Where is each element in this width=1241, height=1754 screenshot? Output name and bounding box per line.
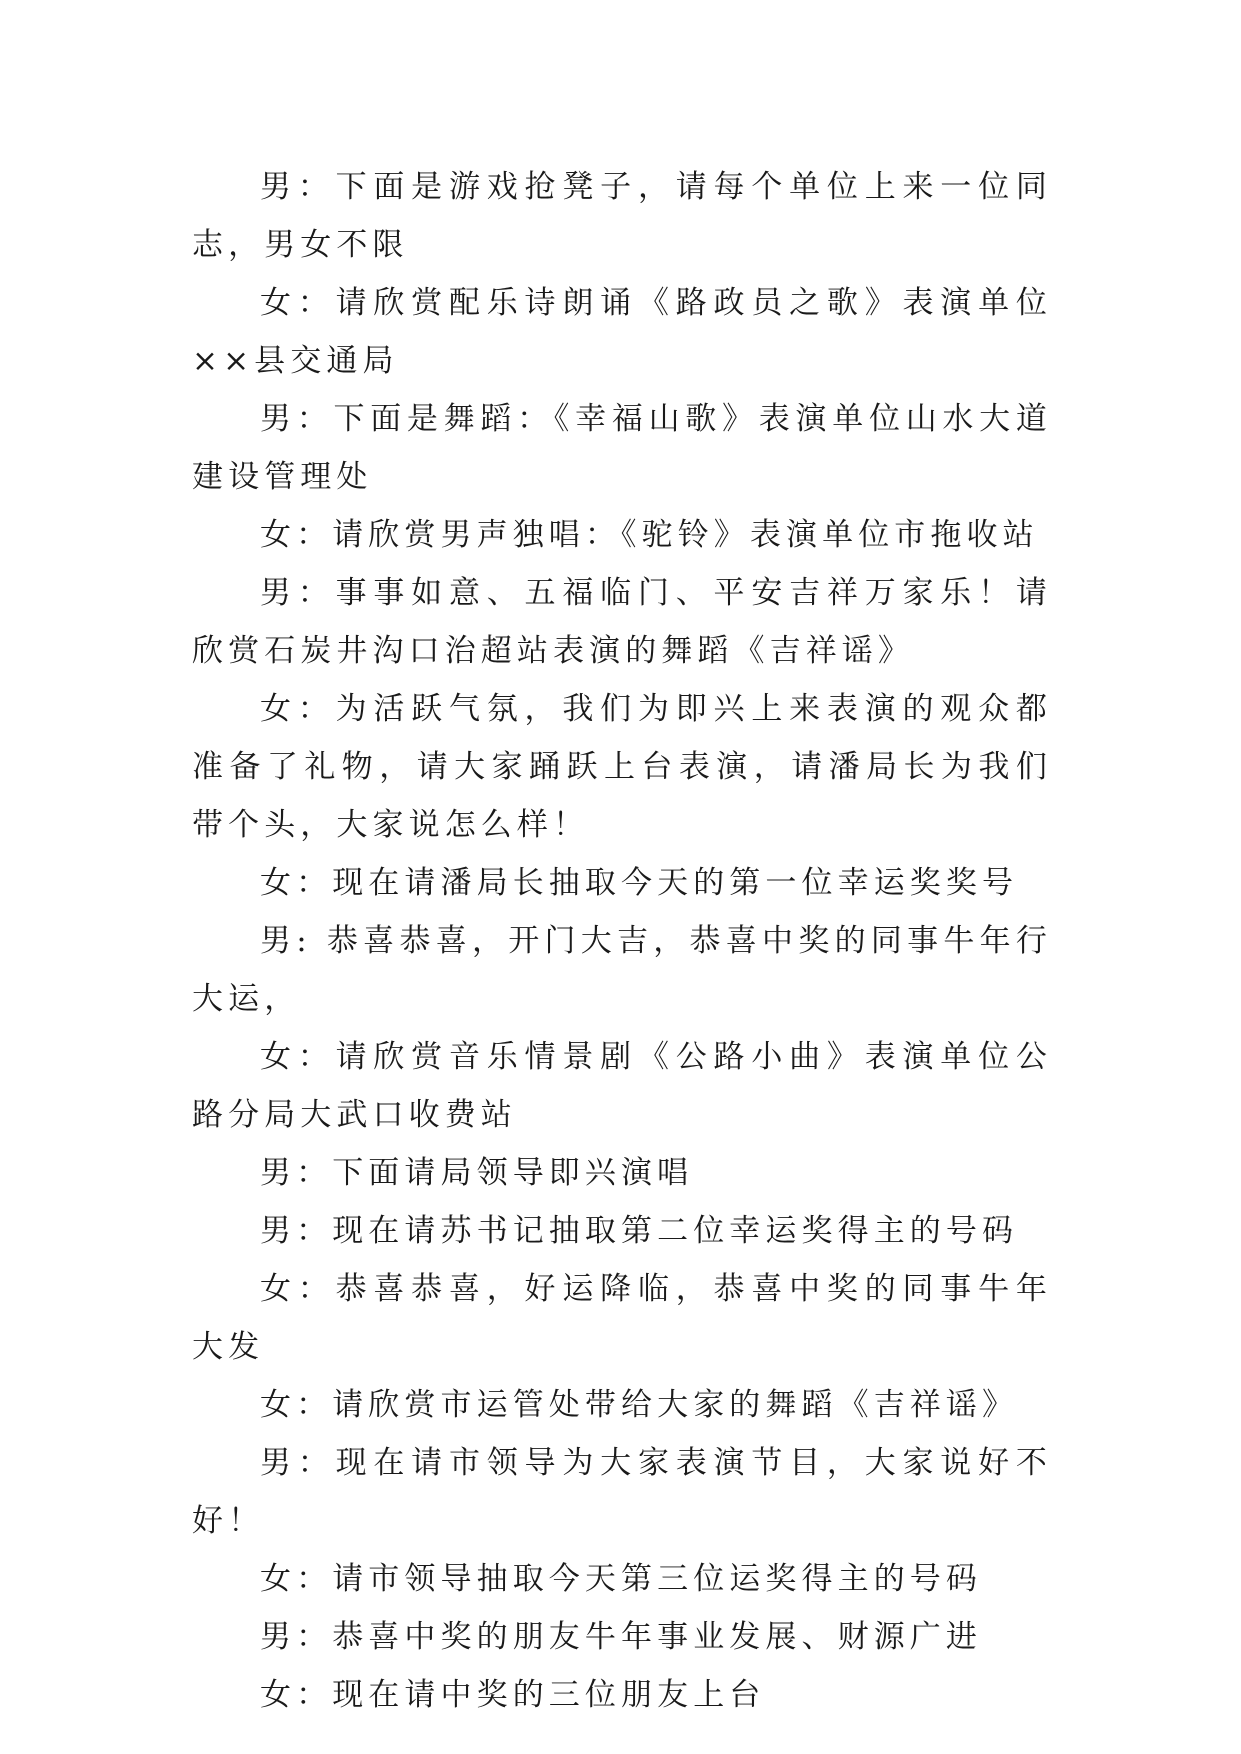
paragraph: 女：请欣赏市运管处带给大家的舞蹈《吉祥谣》 — [260, 1387, 1019, 1423]
paragraph: 女：现在请中奖的三位朋友上台 — [260, 1677, 766, 1713]
paragraph: 男：现在请苏书记抽取第二位幸运奖得主的号码 — [260, 1213, 1019, 1249]
paragraph: 女：请欣赏男声独唱：《驼铃》表演单位市拖收站 — [260, 517, 1039, 553]
paragraph: 女：请市领导抽取今天第三位运奖得主的号码 — [260, 1561, 982, 1597]
paragraph: 男：恭喜中奖的朋友牛年事业发展、财源广进 — [260, 1619, 982, 1655]
document-body — [192, 158, 1052, 1724]
paragraph: 女：恭喜恭喜，好运降临，恭喜中奖的同事牛年大发 — [192, 1271, 1052, 1365]
paragraph: 女：请欣赏音乐情景剧《公路小曲》表演单位公路分局大武口收费站 — [192, 1039, 1052, 1133]
paragraph: 男：下面请局领导即兴演唱 — [260, 1155, 694, 1191]
paragraph: 男：下面是游戏抢凳子，请每个单位上来一位同志，男女不限 — [192, 169, 1052, 263]
paragraph: 女：为活跃气氛，我们为即兴上来表演的观众都准备了礼物，请大家踊跃上台表演，请潘局长为我们带个头，大家说怎么样！ — [192, 691, 1052, 843]
paragraph: 男：现在请市领导为大家表演节目，大家说好不好！ — [192, 1445, 1052, 1539]
paragraph: 男: 恭喜恭喜，开门大吉，恭喜中奖的同事牛年行大运， — [192, 923, 1052, 1017]
paragraph: 男：下面是舞蹈：《幸福山歌》表演单位山水大道建设管理处 — [192, 401, 1052, 495]
paragraph: 女：现在请潘局长抽取今天的第一位幸运奖奖号 — [260, 865, 1019, 901]
paragraph: 女：请欣赏配乐诗朗诵《路政员之歌》表演单位××县交通局 — [192, 285, 1052, 379]
paragraph: 男：事事如意、五福临门、平安吉祥万家乐！请欣赏石炭井沟口治超站表演的舞蹈《吉祥谣》 — [192, 575, 1052, 669]
